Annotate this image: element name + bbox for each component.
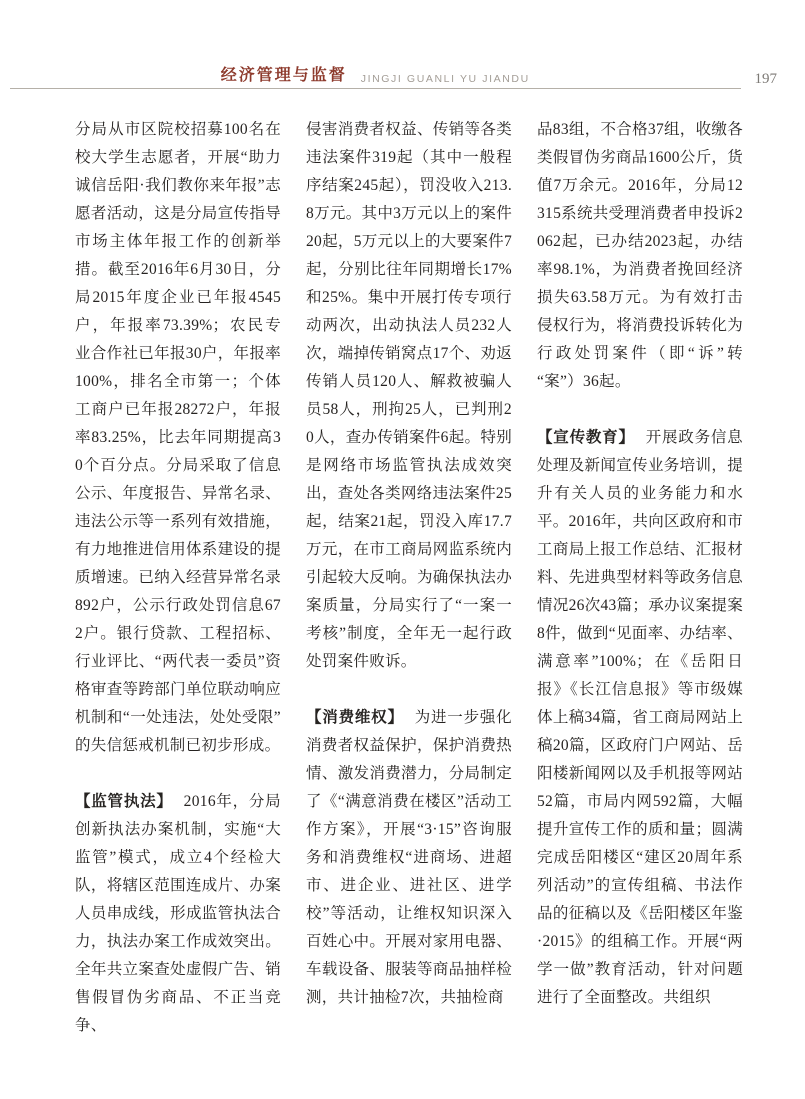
entry-paragraph-xuanchuan-jiaoyu — [537, 424, 743, 1012]
entry-label: 【消费维权】 — [306, 709, 404, 726]
continuation-paragraph: 分局从市区院校招募100名在校大学生志愿者，开展“助力诚信岳阳·我们教你来年报”志愿者活动，这是分局宣传指导市场主体年报工作的创新举措。截至2016年6月30日，分局2015年度企业已年报4545户，年报率73.39%；农民专业合作社已年报30户，年报率100%，排名全市第一；个体工商户已年报28272户，年报率83.25%，比去年同期提高30个百分点。分局采取了信息公示、年度报告、异常名录、违法公示等一系列有效措施，有力地推进信用体系建设的提质增速。已纳入经营异常名录892户，公示行政处罚信息672户。银行贷款、工程招标、行业评比、“两代表一委员”资格审查等跨部门单位联动响应机制和“一处违法，处处受限”的失信惩戒机制已初步形成。 — [75, 121, 281, 754]
header-rule — [10, 62, 741, 89]
page-header — [10, 62, 777, 89]
entry-paragraph-jianguan-zhifa — [75, 788, 281, 1040]
entry-label: 【宣传教育】 — [537, 429, 635, 446]
text-column-3 — [537, 116, 743, 1040]
continuation-paragraph: 侵害消费者权益、传销等各类违法案件319起（其中一般程序结案245起），罚没收入213.8万元。其中3万元以上的案件20起，5万元以上的大要案件7起，分别比往年同期增长17%和25%。集中开展打传专项行动两次，出动执法人员232人次，端掉传销窝点17个、劝返传销人员120人、解救被骗人员58人，刑拘25人，已判刑20人，查办传销案件6起。特别是网络市场监管执法成效突出，查处各类网络违法案件25起，结案21起，罚没入库17.7万元，在市工商局网监系统内引起较大反响。为确保执法办案质量，分局实行了“一案一考核”制度，全年无一起行政处罚案件败诉。 — [306, 121, 513, 670]
text-column-2 — [306, 116, 512, 1040]
entry-text: 2016年，分局创新执法办案机制，实施“大监管”模式，成立4个经检大队，将辖区范围连成片、办案人员串成线，形成监管执法合力，执法办案工作成效突出。全年共立案查处虚假广告、销售假冒伪劣商品、不正当竞争、 — [75, 793, 281, 1034]
entry-text: 开展政务信息处理及新闻宣传业务培训，提升有关人员的业务能力和水平。2016年，共向区政府和市工商局上报工作总结、汇报材料、先进典型材料等政务信息情况26次43篇；承办议案提案8件，做到“见面率、办结率、满意率”100%；在《岳阳日报》《长江信息报》等市级媒体上稿34篇，省工商局网站上稿20篇，区政府门户网站、岳阳楼新闻网以及手机报等网站52篇，市局内网592篇，大幅提升宣传工作的质和量；圆满完成岳阳楼区“建区20周年系列活动”的宣传组稿、书法作品的征稿以及《岳阳楼区年鉴·2015》的组稿工作。开展“两学一做”教育活动，针对问题进行了全面整改。共组织 — [537, 429, 744, 1006]
entry-text: 为进一步强化消费者权益保护，保护消费热情、激发消费潜力，分局制定了《“满意消费在楼区”活动工作方案》，开展“3·15”咨询服务和消费维权“进商场、进超市、进企业、进社区、进学校”等活动，让维权知识深入百姓心中。开展对家用电器、车载设备、服装等商品抽样检测，共计抽检7次，共抽检商 — [306, 709, 512, 1006]
text-column-1 — [75, 116, 281, 1040]
entry-paragraph-xiaofei-weiquan — [306, 704, 512, 1012]
page-content — [75, 116, 743, 1040]
page-title-pinyin: JINGJI GUANLI YU JIANDU — [360, 73, 530, 85]
continuation-paragraph: 品83组，不合格37组，收缴各类假冒伪劣商品1600公斤，货值7万余元。2016年，分局12315系统共受理消费者申投诉2062起，已办结2023起，办结率98.1%，为消费者挽回经济损失63.58万元。为有效打击侵权行为，将消费投诉转化为行政处罚案件（即“诉”转“案”）36起。 — [537, 121, 744, 390]
entry-label: 【监管执法】 — [75, 793, 173, 810]
page-number: 197 — [754, 71, 777, 87]
page-title: 经济管理与监督 — [220, 67, 347, 84]
